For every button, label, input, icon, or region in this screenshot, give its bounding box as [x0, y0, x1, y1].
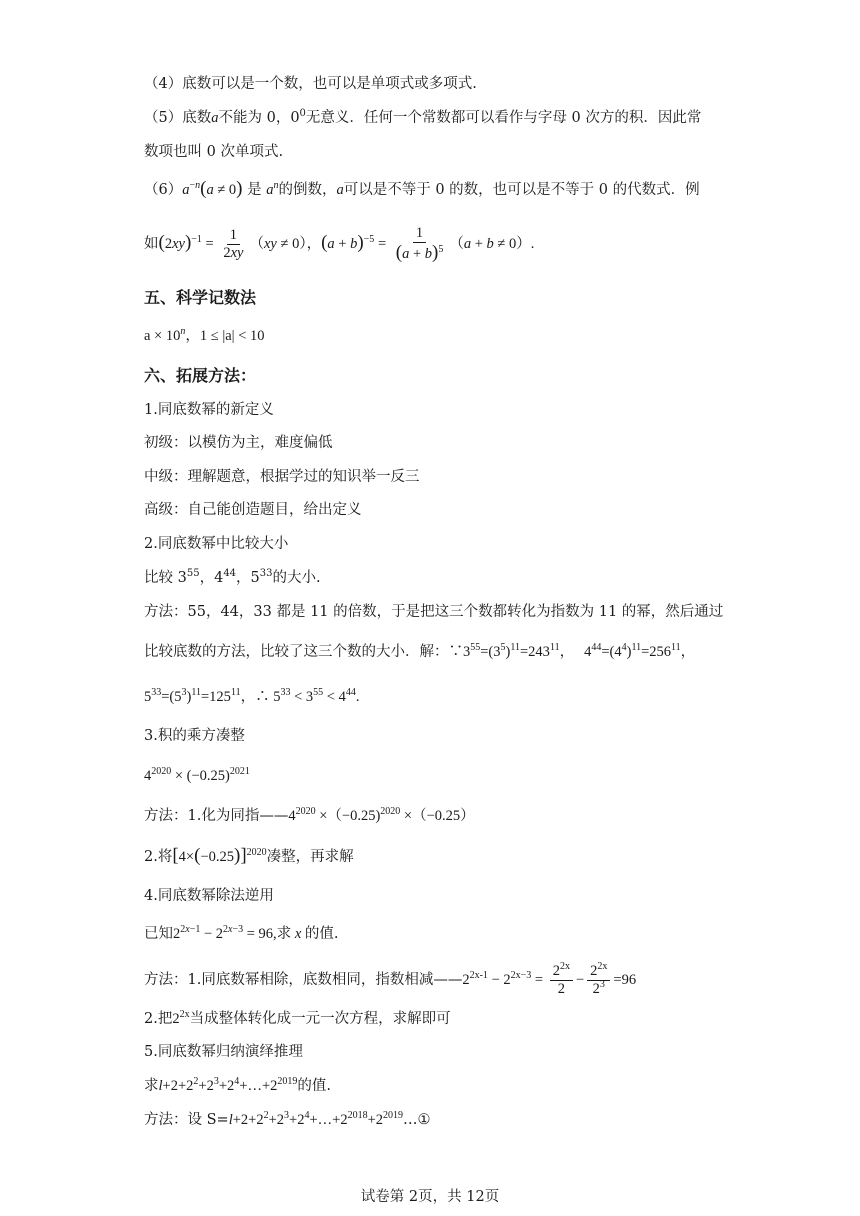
method-3-expression: $4^{2020} \times (-0.25)^{2021}$: [144, 766, 250, 784]
method-2-question: 比较 $3^{55}$，$4^{44}$，$5^{33}$的大小.: [144, 568, 321, 586]
method-1-advanced: 高级：自己能创造题目，给出定义: [144, 502, 362, 518]
method-1-intermediate: 中级：理解题意，根据学过的知识举一反三: [144, 469, 420, 485]
method-2-solution-2: $5^{33}=(5^3)^{11}=125^{11}$，∴ $5^{33} < 3^{55} < 4^{44}$.: [144, 687, 360, 705]
section-6-heading: 六、拓展方法：: [144, 366, 257, 385]
fraction: $\frac{1}{(a + b)^5}$: [395, 225, 444, 263]
method-5-step-1: 方法：设 $S=l+2+2^2+2^3+2^4+\dots+2^{2018}+2^{2019}\dots ①$: [144, 1110, 431, 1128]
method-1-basic: 初级：以模仿为主，难度偏低: [144, 435, 333, 451]
method-3-title: 3.积的乘方凑整: [144, 728, 245, 744]
fraction: $\frac{2^{2x}}{2^3}$: [587, 963, 610, 998]
item-6-line-2: 如$(2xy)^{-1}$ = $\frac{1}{2xy}$ （xy ≠ 0），$(a + b)^{-5}$ = $\frac{1}{(a + b)^5}$ （a + b ≠ 0）.: [144, 225, 535, 263]
method-3-step-1: 方法：1.化为同指$——4^{2020} \times(-0.25)^{2020} \times(-0.25)$: [144, 806, 475, 824]
scientific-notation: $a \times 10^n$，1 ≤ |a| < 10: [144, 326, 265, 344]
method-2-title: 2.同底数幂中比较大小: [144, 536, 289, 552]
section-5-heading: 五、科学记数法: [144, 288, 257, 307]
fraction: $\frac{2^{2x}}{2}$: [550, 963, 573, 998]
method-1-title: 1.同底数幂的新定义: [144, 402, 274, 418]
method-4-step-2: 2.把$2^{2x}$当成整体转化成一元一次方程，求解即可: [144, 1009, 451, 1027]
method-2-solution-1: 比较底数的方法，比较了这三个数的大小．解：$\because 3^{55}=(3^5)^{11}=243^{11}$， $4^{44}=(4^4)^{11}=256^{11}$，: [144, 642, 696, 660]
method-5-title: 5.同底数幂归纳演绎推理: [144, 1044, 303, 1060]
method-5-question: 求$l+2+2^2+2^3+2^4+\dots+2^{2019}$的值.: [144, 1076, 331, 1094]
page-footer: 试卷第 2页，共 12页: [360, 1189, 500, 1205]
fraction: $\frac{1}{2xy}$: [223, 226, 244, 261]
item-5-line-2: 数项也叫 0 次单项式.: [144, 144, 284, 160]
method-4-question: 已知$2^{2x-1} - 2^{2x-3} = 96$,求 x 的值.: [144, 924, 339, 942]
item-4: （4）底数可以是一个数，也可以是单项式或多项式.: [144, 76, 477, 92]
item-6-line-1: $(6)a^{-n}(a \ne 0)$ 是 $a^n$的倒数，a可以是不等于 0 的数，也可以是不等于 0 的代数式．例: [144, 178, 700, 199]
method-4-step-1: 方法：1.同底数幂相除，底数相同，指数相减$——2^{2x-1} - 2^{2x-3}$ = $\frac{2^{2x}}{2}$ − $\frac{2^{2x}}{2^3}$ =96: [144, 960, 637, 997]
method-2-explanation: 方法：55，44，33 都是 11 的倍数，于是把这三个数都转化为指数为 11 的幂，然后通过: [144, 604, 724, 620]
method-3-step-2: 2.将$[4\times(-0.25)]^{2020}$凑整，再求解: [144, 845, 354, 866]
item-5-line-1: （5）底数a不能为 0，$0^0$无意义．任何一个常数都可以看作与字母 0 次方的积．因此常: [144, 108, 702, 126]
method-4-title: 4.同底数幂除法逆用: [144, 888, 274, 904]
